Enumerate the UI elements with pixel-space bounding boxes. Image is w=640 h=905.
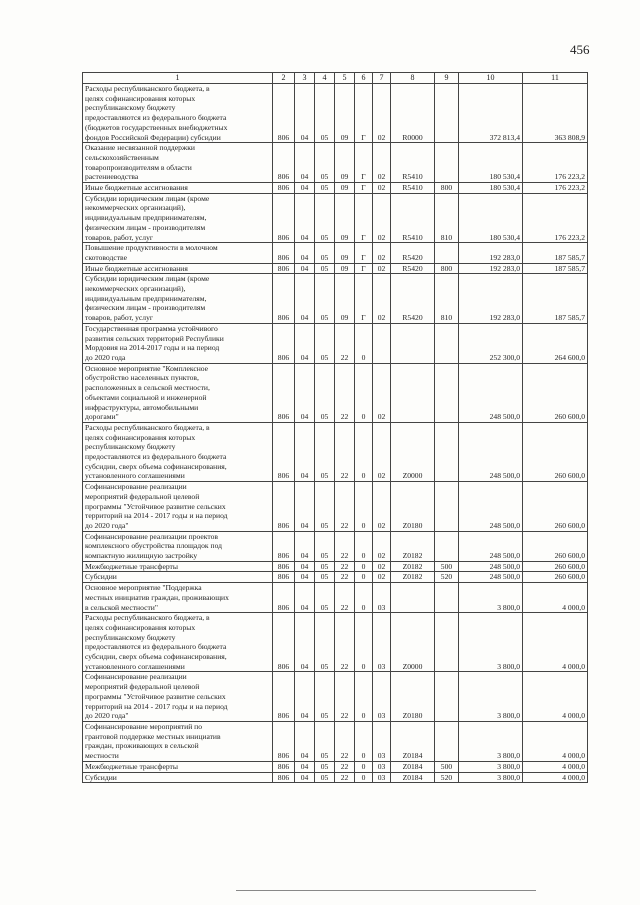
row-value-cell-c4: 05 [315, 422, 335, 481]
row-value-cell-c4: 05 [315, 531, 335, 561]
row-value-cell-c7: 03 [373, 583, 391, 613]
row-value-cell-c6: Г [355, 274, 373, 324]
row-value-cell-c11: 260 600,0 [523, 572, 588, 583]
row-value-cell-c9 [435, 482, 459, 532]
row-value-cell-c2: 806 [273, 561, 295, 572]
row-value-cell-c10: 192 283,0 [459, 274, 523, 324]
row-value-cell-c3: 04 [295, 722, 315, 762]
row-value-cell-c3: 04 [295, 363, 315, 422]
row-value-cell-c10: 248 500,0 [459, 531, 523, 561]
row-value-cell-c10: 372 813,4 [459, 84, 523, 143]
table-row [83, 722, 588, 762]
row-name-cell: Субсидии юридическим лицам (кроме некоммерческих организаций), индивидуальным предпринимателям, физическим лицам - производителям товаров, работ, услуг [83, 274, 273, 324]
footer-rule [236, 890, 536, 891]
row-value-cell-c6: 0 [355, 672, 373, 722]
row-value-cell-c11: 176 223,2 [523, 183, 588, 194]
row-value-cell-c4: 05 [315, 761, 335, 772]
row-value-cell-c5: 09 [335, 143, 355, 183]
table-row [83, 482, 588, 532]
row-value-cell-c11: 187 585,7 [523, 243, 588, 263]
row-value-cell-c9: 800 [435, 263, 459, 274]
row-value-cell-c3: 04 [295, 274, 315, 324]
row-value-cell-c9: 800 [435, 183, 459, 194]
row-value-cell-c8: R5420 [391, 274, 435, 324]
row-value-cell-c9 [435, 363, 459, 422]
table-row [83, 193, 588, 243]
row-value-cell-c4: 05 [315, 572, 335, 583]
row-value-cell-c3: 04 [295, 482, 315, 532]
row-value-cell-c5: 09 [335, 183, 355, 194]
table-row [83, 274, 588, 324]
row-value-cell-c9: 810 [435, 274, 459, 324]
row-value-cell-c4: 05 [315, 183, 335, 194]
table-row [83, 84, 588, 143]
row-value-cell-c8: Z0184 [391, 722, 435, 762]
row-value-cell-c6: 0 [355, 422, 373, 481]
row-value-cell-c6: Г [355, 193, 373, 243]
row-value-cell-c9 [435, 613, 459, 672]
header-cell: 5 [335, 73, 355, 84]
row-value-cell-c2: 806 [273, 613, 295, 672]
header-row [83, 73, 588, 84]
row-value-cell-c7: 02 [373, 531, 391, 561]
row-value-cell-c5: 22 [335, 572, 355, 583]
row-value-cell-c10: 180 530,4 [459, 183, 523, 194]
row-value-cell-c8: Z0182 [391, 561, 435, 572]
row-value-cell-c4: 05 [315, 672, 335, 722]
row-value-cell-c7: 02 [373, 84, 391, 143]
header-cell: 7 [373, 73, 391, 84]
row-value-cell-c9 [435, 323, 459, 363]
row-value-cell-c5: 09 [335, 193, 355, 243]
row-name-cell: Межбюджетные трансферты [83, 561, 273, 572]
row-value-cell-c4: 05 [315, 482, 335, 532]
row-value-cell-c2: 806 [273, 274, 295, 324]
table-row [83, 761, 588, 772]
row-value-cell-c4: 05 [315, 193, 335, 243]
row-value-cell-c10: 192 283,0 [459, 243, 523, 263]
row-value-cell-c7: 02 [373, 193, 391, 243]
row-value-cell-c2: 806 [273, 84, 295, 143]
row-value-cell-c8 [391, 583, 435, 613]
row-value-cell-c3: 04 [295, 183, 315, 194]
row-value-cell-c5: 22 [335, 583, 355, 613]
row-value-cell-c10: 248 500,0 [459, 363, 523, 422]
header-cell: 6 [355, 73, 373, 84]
row-name-cell: Иные бюджетные ассигнования [83, 263, 273, 274]
row-value-cell-c4: 05 [315, 143, 335, 183]
row-value-cell-c4: 05 [315, 722, 335, 762]
row-value-cell-c4: 05 [315, 84, 335, 143]
row-name-cell: Субсидии юридическим лицам (кроме некоммерческих организаций), индивидуальным предпринимателям, физическим лицам - производителям товаров, работ, услуг [83, 193, 273, 243]
row-name-cell: Иные бюджетные ассигнования [83, 183, 273, 194]
row-value-cell-c5: 22 [335, 531, 355, 561]
row-value-cell-c3: 04 [295, 761, 315, 772]
row-value-cell-c10: 248 500,0 [459, 561, 523, 572]
table-row [83, 363, 588, 422]
row-value-cell-c5: 09 [335, 263, 355, 274]
row-value-cell-c8: R0000 [391, 84, 435, 143]
row-value-cell-c4: 05 [315, 243, 335, 263]
row-name-cell: Основное мероприятие "Комплексное обустройство населенных пунктов, расположенных в сельской местности, объектами социальной и инженерной инфраструктуры, автомобильными дорогами" [83, 363, 273, 422]
table-row [83, 531, 588, 561]
row-value-cell-c3: 04 [295, 572, 315, 583]
row-value-cell-c10: 180 530,4 [459, 193, 523, 243]
row-value-cell-c8: R5420 [391, 263, 435, 274]
row-value-cell-c9: 810 [435, 193, 459, 243]
row-value-cell-c5: 22 [335, 672, 355, 722]
row-value-cell-c9 [435, 722, 459, 762]
row-name-cell: Оказание несвязанной поддержки сельскохозяйственным товаропроизводителям в области растениеводства [83, 143, 273, 183]
row-value-cell-c2: 806 [273, 583, 295, 613]
table-row [83, 672, 588, 722]
row-value-cell-c3: 04 [295, 531, 315, 561]
row-value-cell-c2: 806 [273, 722, 295, 762]
row-value-cell-c8: Z0182 [391, 531, 435, 561]
row-value-cell-c3: 04 [295, 583, 315, 613]
row-value-cell-c3: 04 [295, 243, 315, 263]
row-value-cell-c5: 22 [335, 323, 355, 363]
row-value-cell-c7: 02 [373, 422, 391, 481]
row-value-cell-c7: 02 [373, 363, 391, 422]
header-cell: 3 [295, 73, 315, 84]
row-name-cell: Софинансирование реализации проектов комплексного обустройства площадок под компактную жилищную застройку [83, 531, 273, 561]
row-value-cell-c9: 520 [435, 572, 459, 583]
row-value-cell-c8: Z0182 [391, 572, 435, 583]
row-value-cell-c4: 05 [315, 263, 335, 274]
row-value-cell-c3: 04 [295, 613, 315, 672]
row-value-cell-c6: 0 [355, 772, 373, 783]
table-row [83, 323, 588, 363]
row-value-cell-c6: 0 [355, 722, 373, 762]
row-value-cell-c10: 248 500,0 [459, 422, 523, 481]
row-value-cell-c10: 248 500,0 [459, 572, 523, 583]
row-value-cell-c5: 22 [335, 561, 355, 572]
row-value-cell-c4: 05 [315, 274, 335, 324]
row-value-cell-c2: 806 [273, 263, 295, 274]
row-value-cell-c11: 260 600,0 [523, 531, 588, 561]
row-value-cell-c8: Z0180 [391, 672, 435, 722]
table-row [83, 263, 588, 274]
row-value-cell-c6: 0 [355, 561, 373, 572]
row-value-cell-c11: 264 600,0 [523, 323, 588, 363]
row-value-cell-c2: 806 [273, 143, 295, 183]
row-name-cell: Государственная программа устойчивого развития сельских территорий Республики Мордовия на 2014-2017 годы и на период до 2020 года [83, 323, 273, 363]
row-value-cell-c5: 22 [335, 722, 355, 762]
row-value-cell-c7: 02 [373, 561, 391, 572]
row-value-cell-c4: 05 [315, 613, 335, 672]
table-row [83, 143, 588, 183]
row-value-cell-c11: 4 000,0 [523, 672, 588, 722]
row-value-cell-c8: Z0184 [391, 761, 435, 772]
row-value-cell-c7: 02 [373, 143, 391, 183]
row-value-cell-c8: Z0180 [391, 482, 435, 532]
row-value-cell-c10: 3 800,0 [459, 761, 523, 772]
row-value-cell-c8: R5410 [391, 143, 435, 183]
row-value-cell-c3: 04 [295, 143, 315, 183]
row-value-cell-c9 [435, 84, 459, 143]
row-value-cell-c7: 02 [373, 482, 391, 532]
row-value-cell-c9 [435, 422, 459, 481]
table-row [83, 183, 588, 194]
budget-table [82, 72, 588, 783]
row-value-cell-c10: 248 500,0 [459, 482, 523, 532]
row-value-cell-c9 [435, 143, 459, 183]
row-value-cell-c5: 09 [335, 84, 355, 143]
row-value-cell-c5: 22 [335, 482, 355, 532]
row-value-cell-c9 [435, 531, 459, 561]
row-value-cell-c3: 04 [295, 263, 315, 274]
row-value-cell-c6: 0 [355, 531, 373, 561]
header-cell: 4 [315, 73, 335, 84]
row-value-cell-c11: 4 000,0 [523, 583, 588, 613]
header-cell: 11 [523, 73, 588, 84]
row-value-cell-c2: 806 [273, 193, 295, 243]
row-value-cell-c5: 22 [335, 363, 355, 422]
row-value-cell-c7: 02 [373, 183, 391, 194]
row-value-cell-c10: 3 800,0 [459, 722, 523, 762]
row-value-cell-c7: 03 [373, 613, 391, 672]
row-value-cell-c10: 3 800,0 [459, 613, 523, 672]
row-value-cell-c4: 05 [315, 561, 335, 572]
row-value-cell-c10: 180 530,4 [459, 143, 523, 183]
row-value-cell-c3: 04 [295, 561, 315, 572]
row-value-cell-c8: R5410 [391, 183, 435, 194]
row-value-cell-c2: 806 [273, 323, 295, 363]
row-value-cell-c11: 4 000,0 [523, 613, 588, 672]
table-row [83, 613, 588, 672]
table-row [83, 243, 588, 263]
row-value-cell-c5: 09 [335, 274, 355, 324]
row-value-cell-c3: 04 [295, 193, 315, 243]
row-value-cell-c8 [391, 323, 435, 363]
row-value-cell-c11: 187 585,7 [523, 263, 588, 274]
row-value-cell-c6: Г [355, 84, 373, 143]
row-value-cell-c10: 192 283,0 [459, 263, 523, 274]
header-cell: 10 [459, 73, 523, 84]
row-name-cell: Субсидии [83, 572, 273, 583]
row-value-cell-c7: 02 [373, 243, 391, 263]
row-value-cell-c10: 3 800,0 [459, 583, 523, 613]
row-value-cell-c11: 176 223,2 [523, 143, 588, 183]
row-value-cell-c4: 05 [315, 583, 335, 613]
row-value-cell-c2: 806 [273, 531, 295, 561]
row-value-cell-c8: Z0184 [391, 772, 435, 783]
row-value-cell-c11: 176 223,2 [523, 193, 588, 243]
row-value-cell-c11: 260 600,0 [523, 482, 588, 532]
row-value-cell-c6: 0 [355, 482, 373, 532]
row-value-cell-c5: 22 [335, 761, 355, 772]
row-value-cell-c10: 252 300,0 [459, 323, 523, 363]
row-value-cell-c6: 0 [355, 572, 373, 583]
row-value-cell-c2: 806 [273, 243, 295, 263]
row-value-cell-c6: 0 [355, 761, 373, 772]
row-value-cell-c9 [435, 243, 459, 263]
header-cell: 2 [273, 73, 295, 84]
row-value-cell-c11: 260 600,0 [523, 561, 588, 572]
row-value-cell-c2: 806 [273, 772, 295, 783]
row-value-cell-c11: 260 600,0 [523, 363, 588, 422]
table-row [83, 583, 588, 613]
table-row [83, 572, 588, 583]
row-value-cell-c9 [435, 672, 459, 722]
row-name-cell: Расходы республиканского бюджета, в целях софинансирования которых республиканскому бюджету предоставляются из федерального бюджета субсидии, сверх объема софинансирования, установленного соглашениями [83, 613, 273, 672]
row-name-cell: Субсидии [83, 772, 273, 783]
row-value-cell-c9 [435, 583, 459, 613]
row-name-cell: Расходы республиканского бюджета, в целях софинансирования которых республиканскому бюджету предоставляются из федерального бюджета субсидии, сверх объема софинансирования, установленного соглашениями [83, 422, 273, 481]
row-value-cell-c5: 22 [335, 422, 355, 481]
row-value-cell-c2: 806 [273, 572, 295, 583]
row-value-cell-c9: 500 [435, 761, 459, 772]
row-value-cell-c7: 03 [373, 761, 391, 772]
row-value-cell-c6: Г [355, 243, 373, 263]
row-value-cell-c7: 03 [373, 722, 391, 762]
row-value-cell-c3: 04 [295, 422, 315, 481]
row-value-cell-c4: 05 [315, 363, 335, 422]
row-value-cell-c2: 806 [273, 363, 295, 422]
row-name-cell: Повышение продуктивности в молочном скотоводстве [83, 243, 273, 263]
row-value-cell-c7: 02 [373, 274, 391, 324]
row-value-cell-c6: 0 [355, 363, 373, 422]
header-cell: 9 [435, 73, 459, 84]
row-value-cell-c7: 03 [373, 772, 391, 783]
row-name-cell: Софинансирование мероприятий по грантовой поддержке местных инициатив граждан, проживающих в сельской местности [83, 722, 273, 762]
row-value-cell-c10: 3 800,0 [459, 772, 523, 783]
row-name-cell: Софинансирование реализации мероприятий федеральной целевой программы "Устойчивое развитие сельских территорий на 2014 - 2017 годы и на период до 2020 года" [83, 672, 273, 722]
table-row [83, 772, 588, 783]
row-value-cell-c2: 806 [273, 672, 295, 722]
row-value-cell-c8: Z0000 [391, 422, 435, 481]
row-value-cell-c2: 806 [273, 183, 295, 194]
header-cell: 8 [391, 73, 435, 84]
row-value-cell-c6: 0 [355, 613, 373, 672]
table-row [83, 422, 588, 481]
row-value-cell-c8: Z0000 [391, 613, 435, 672]
row-value-cell-c9: 500 [435, 561, 459, 572]
row-value-cell-c11: 4 000,0 [523, 761, 588, 772]
row-value-cell-c7: 02 [373, 263, 391, 274]
row-value-cell-c6: Г [355, 183, 373, 194]
row-value-cell-c6: 0 [355, 583, 373, 613]
row-value-cell-c2: 806 [273, 422, 295, 481]
row-value-cell-c8: R5420 [391, 243, 435, 263]
row-name-cell: Софинансирование реализации мероприятий федеральной целевой программы "Устойчивое развитие сельских территорий на 2014 - 2017 годы и на период до 2020 года" [83, 482, 273, 532]
row-value-cell-c6: Г [355, 263, 373, 274]
row-name-cell: Расходы республиканского бюджета, в целях софинансирования которых республиканскому бюджету предоставляются из федерального бюджета (бюджетов государственных внебюджетных фондов Российской Федерации) субсидии [83, 84, 273, 143]
row-value-cell-c4: 05 [315, 772, 335, 783]
row-value-cell-c10: 3 800,0 [459, 672, 523, 722]
row-value-cell-c9: 520 [435, 772, 459, 783]
row-value-cell-c3: 04 [295, 772, 315, 783]
row-value-cell-c2: 806 [273, 482, 295, 532]
row-name-cell: Основное мероприятие "Поддержка местных инициатив граждан, проживающих в сельской местности" [83, 583, 273, 613]
row-name-cell: Межбюджетные трансферты [83, 761, 273, 772]
row-value-cell-c6: Г [355, 143, 373, 183]
header-cell: 1 [83, 73, 273, 84]
row-value-cell-c5: 22 [335, 772, 355, 783]
row-value-cell-c8: R5410 [391, 193, 435, 243]
row-value-cell-c3: 04 [295, 672, 315, 722]
row-value-cell-c8 [391, 363, 435, 422]
row-value-cell-c3: 04 [295, 84, 315, 143]
row-value-cell-c7 [373, 323, 391, 363]
row-value-cell-c11: 4 000,0 [523, 772, 588, 783]
row-value-cell-c7: 03 [373, 672, 391, 722]
row-value-cell-c5: 09 [335, 243, 355, 263]
row-value-cell-c7: 02 [373, 572, 391, 583]
row-value-cell-c11: 4 000,0 [523, 722, 588, 762]
row-value-cell-c3: 04 [295, 323, 315, 363]
row-value-cell-c11: 363 808,9 [523, 84, 588, 143]
row-value-cell-c11: 187 585,7 [523, 274, 588, 324]
row-value-cell-c5: 22 [335, 613, 355, 672]
row-value-cell-c6: 0 [355, 323, 373, 363]
page-number: 456 [570, 42, 590, 57]
row-value-cell-c2: 806 [273, 761, 295, 772]
table-row [83, 561, 588, 572]
row-value-cell-c11: 260 600,0 [523, 422, 588, 481]
row-value-cell-c4: 05 [315, 323, 335, 363]
